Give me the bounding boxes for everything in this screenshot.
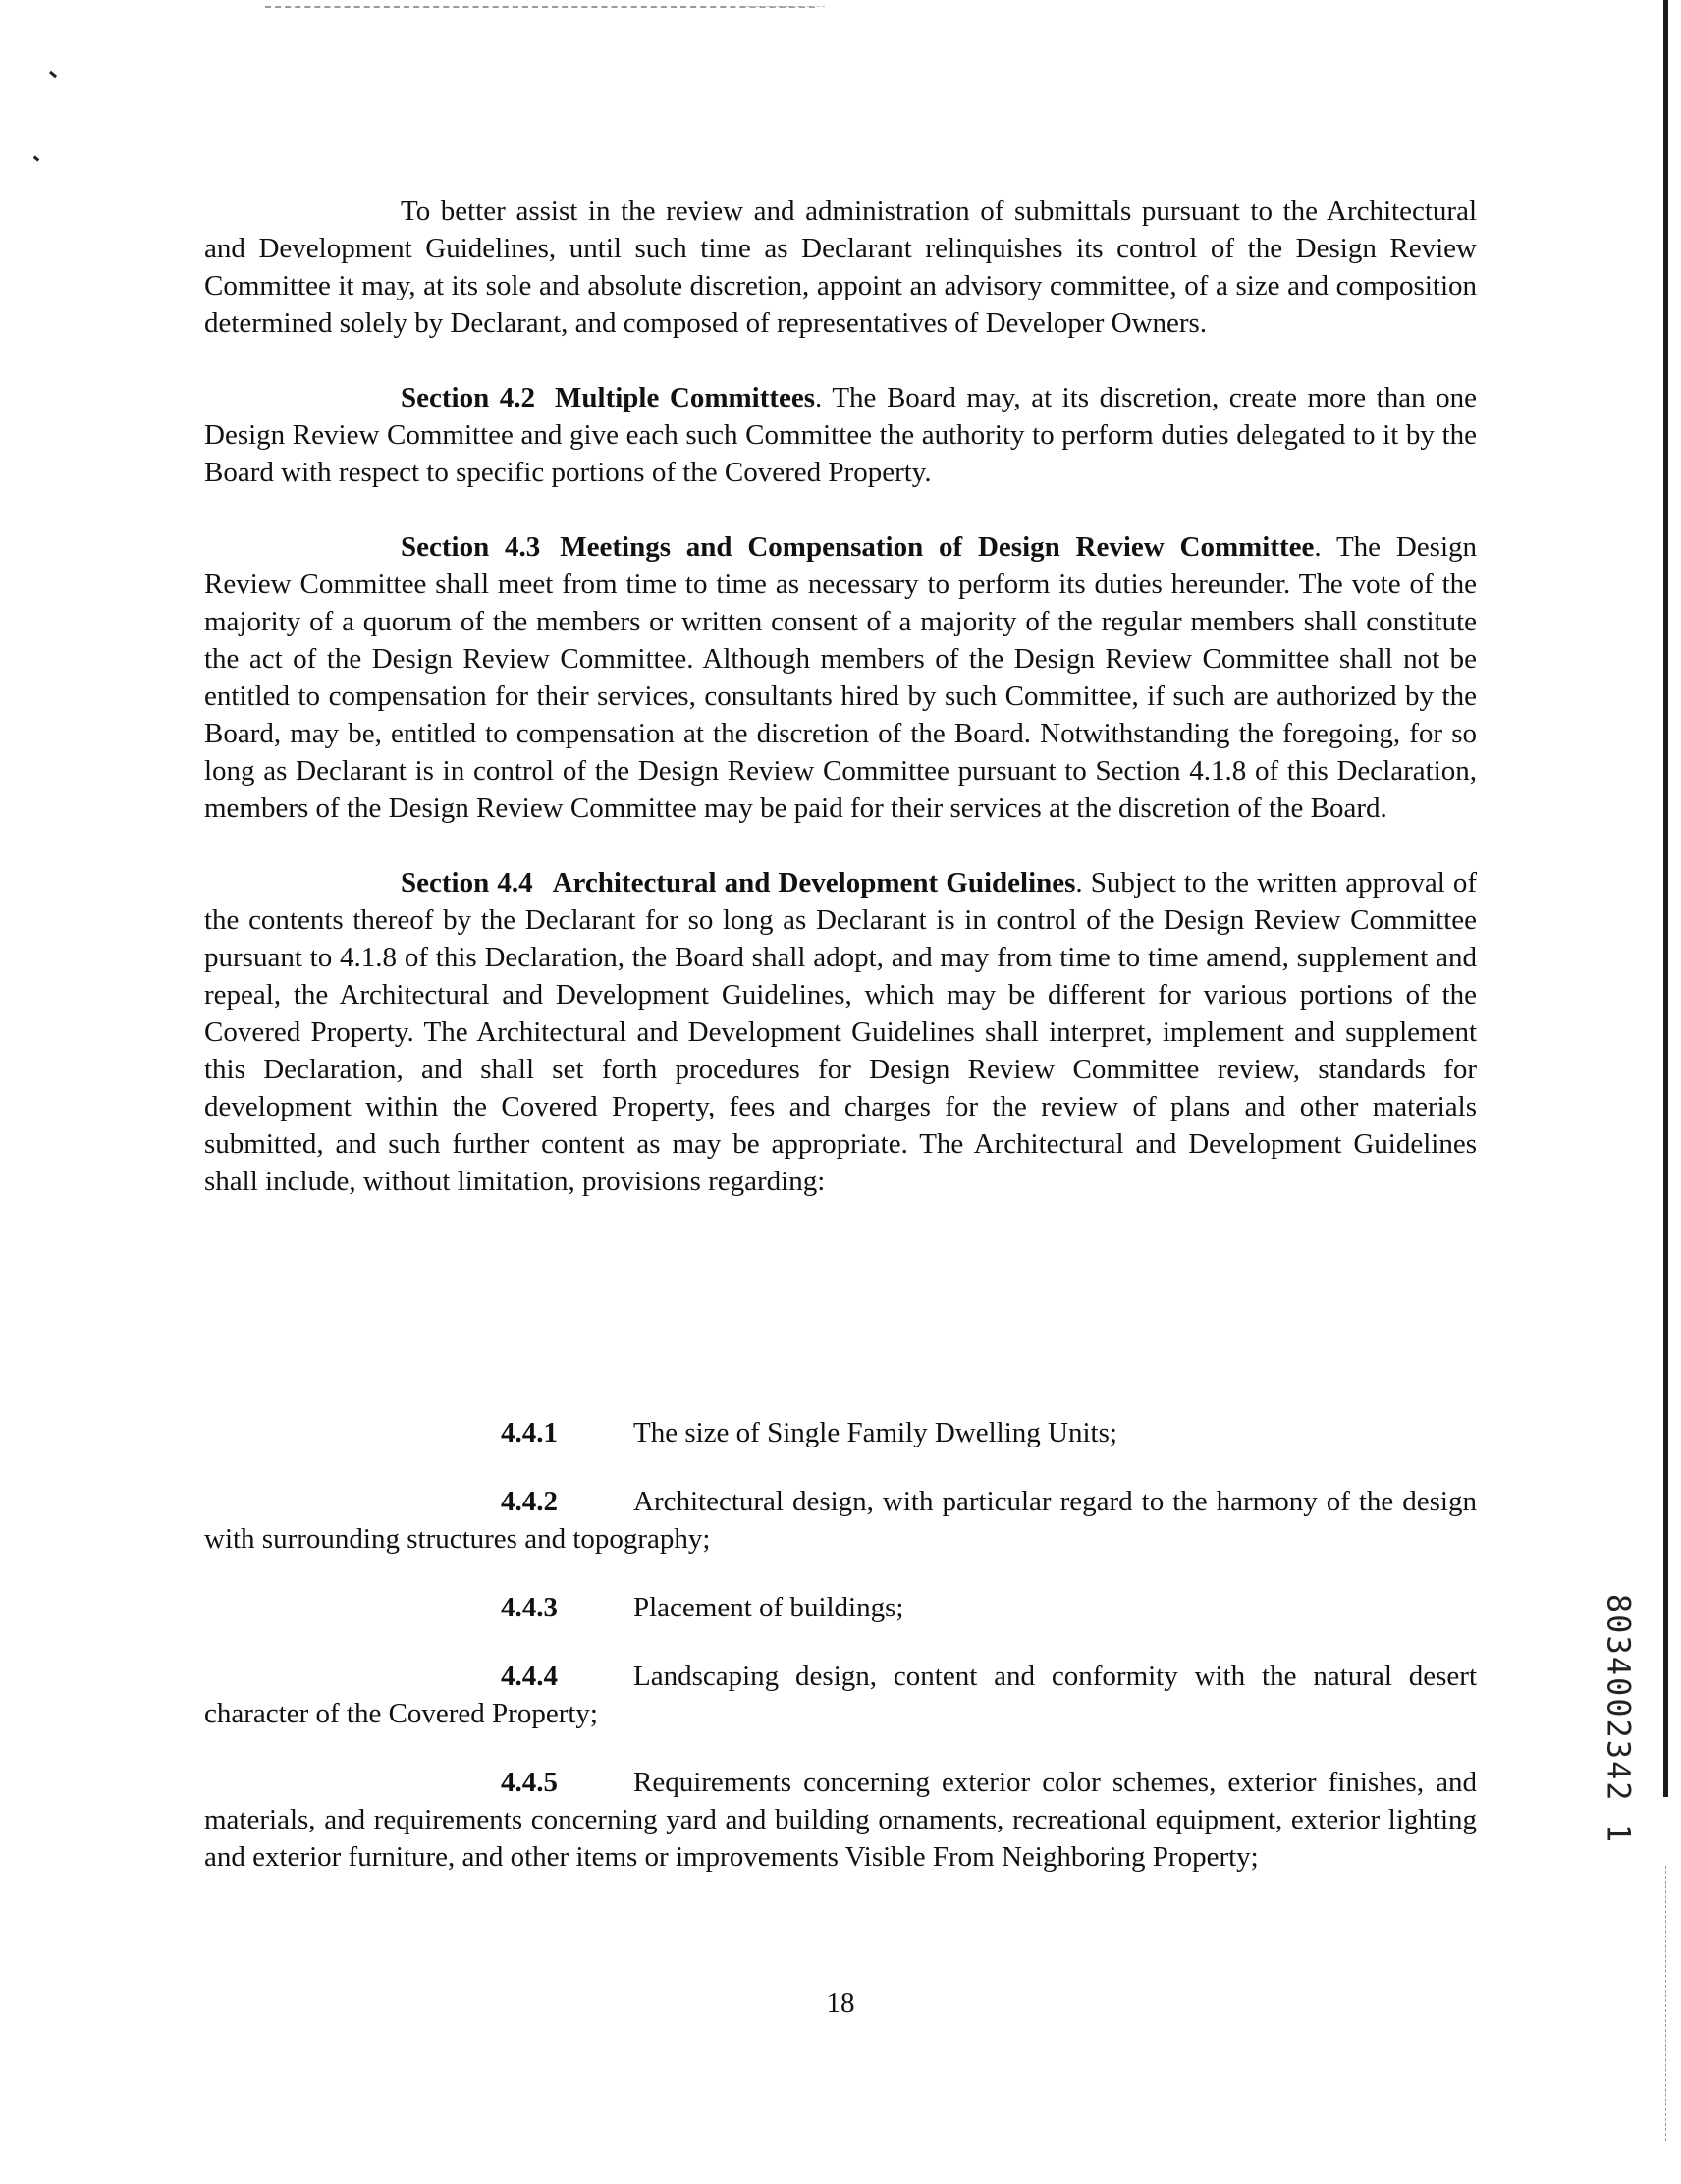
item-number: 4.4.3: [501, 1592, 558, 1623]
section-label: Section 4.3: [401, 531, 541, 563]
section-label: Section 4.4: [401, 867, 533, 899]
section-4-3: Section 4.3 Meetings and Compensation of Design Review Committee. The Design Review Committee shall meet from time to time as necessary to perform its duties hereunder. The vote of the majority of a quorum of the members or written consent of a majority of the regular members shall constitute the act of the Design Review Committee. Although members of the Design Review Committee shall not be entitled to compensation for their services, consultants hired by such Committee, if such are authorized by the Board, may be, entitled to compensation at the discretion of the Board. Notwithstanding the foregoing, for so long as Declarant is in control of the Design Review Committee pursuant to Section 4.1.8 of this Declaration, members of the Design Review Committee may be paid for their services at the discretion of the Board.: [204, 531, 1477, 824]
section-label: Section 4.2: [401, 382, 536, 413]
document-id-stamp: [1599, 1569, 1638, 1845]
page-number: 18: [826, 1988, 855, 2019]
item-text: Architectural design, with particular regard to the harmony of the design with surrounding structures and topography;: [204, 1486, 1477, 1555]
item-text: Landscaping design, content and conformity with the natural desert character of the Covered Property;: [204, 1661, 1477, 1729]
intro-paragraph: To better assist in the review and administration of submittals pursuant to the Architectural and Development Guidelines, until such time as Declarant relinquishes its control of the Design Review Committee it may, at its sole and absolute discretion, appoint an advisory committee, of a size and composition determined solely by Declarant, and composed of representatives of Developer Owners.: [204, 195, 1477, 339]
item-text: The size of Single Family Dwelling Units;: [633, 1417, 1117, 1448]
section-title: Architectural and Development Guidelines: [552, 867, 1076, 899]
section-body: The Design Review Committee shall meet from time to time as necessary to perform its duties hereunder. The vote of the majority of a quorum of the members or written consent of a majority of the regular members shall constitute the act of the Design Review Committee. Although members of the Design Review Committee shall not be entitled to compensation for their services, consultants hired by such Committee, if such are authorized by the Board, may be, entitled to compensation at the discretion of the Board. Notwithstanding the foregoing, for so long as Declarant is in control of the Design Review Committee pursuant to Section 4.1.8 of this Declaration, members of the Design Review Committee may be paid for their services at the discretion of the Board.: [204, 531, 1477, 824]
section-4-4: Section 4.4 Architectural and Development Guidelines. Subject to the written approval of the contents thereof by the Declarant for so long as Declarant is in control of the Design Review Committee pursuant to 4.1.8 of this Declaration, the Board shall adopt, and may from time to time amend, supplement and repeal, the Architectural and Development Guidelines, which may be different for various portions of the Covered Property. The Architectural and Development Guidelines shall interpret, implement and supplement this Declaration, and shall set forth procedures for Design Review Committee review, standards for development within the Covered Property, fees and charges for the review of plans and other materials submitted, and such further content as may be appropriate. The Architectural and Development Guidelines shall include, without limitation, provisions regarding:: [204, 867, 1478, 1197]
item-text: Placement of buildings;: [633, 1592, 904, 1623]
scan-mark: [49, 71, 57, 78]
list-item: [204, 1764, 1477, 1876]
scan-mark: [33, 155, 40, 161]
scan-artifact-top-2: [746, 6, 825, 7]
item-number: 4.4.4: [501, 1661, 558, 1692]
stamp-text: 8034002342 1: [1600, 1593, 1638, 1845]
item-text: Requirements concerning exterior color schemes, exterior finishes, and materials, and requirements concerning yard and building ornaments, recreational equipment, exterior lighting and exterior furniture, and other items or improvements Visible From Neighboring Property;: [204, 1767, 1477, 1873]
list-item: [204, 1658, 1477, 1732]
item-number: 4.4.5: [501, 1767, 558, 1798]
section-4-2: Section 4.2 Multiple Committees. The Board may, at its discretion, create more than one Design Review Committee and give each such Committee the authority to perform duties delegated to it by the Board with respect to specific portions of the Covered Property.: [204, 382, 1477, 488]
section-body: The Board may, at its discretion, create more than one Design Review Committee and give each such Committee the authority to perform duties delegated to it by the Board with respect to specific portions of the Covered Property.: [204, 382, 1477, 488]
item-number: 4.4.1: [501, 1417, 558, 1448]
list-item: [204, 1589, 1477, 1626]
section-body: Subject to the written approval of the contents thereof by the Declarant for so long as Declarant is in control of the Design Review Committee pursuant to 4.1.8 of this Declaration, the Board shall adopt, and may from time to time amend, supplement and repeal, the Architectural and Development Guidelines, which may be different for various portions of the Covered Property. The Architectural and Development Guidelines shall interpret, implement and supplement this Declaration, and shall set forth procedures for Design Review Committee review, standards for development within the Covered Property, fees and charges for the review of plans and other materials submitted, and such further content as may be appropriate. The Architectural and Development Guidelines shall include, without limitation, provisions regarding:: [204, 867, 1478, 1197]
item-number: 4.4.2: [501, 1486, 558, 1517]
list-item: [204, 1414, 1477, 1451]
section-title: Meetings and Compensation of Design Review Committee: [560, 531, 1315, 563]
section-title: Multiple Committees: [555, 382, 816, 413]
scan-artifact-top: [265, 6, 815, 8]
body-text: [204, 192, 1477, 1200]
list-item: [204, 1483, 1477, 1557]
scan-edge-bar: [1663, 0, 1668, 1797]
